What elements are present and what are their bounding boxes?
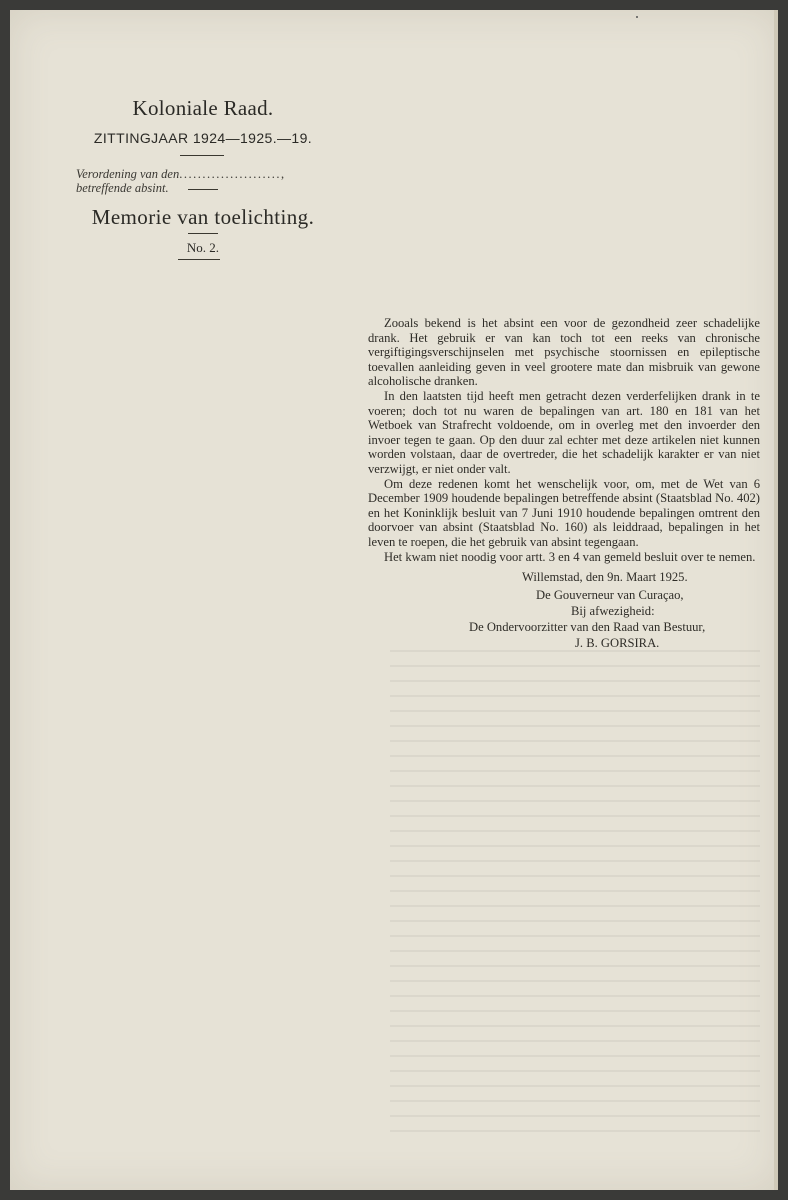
page-edge	[774, 10, 778, 1190]
ordinance-dots: ......................,	[179, 167, 286, 181]
absence-note: Bij afwezigheid:	[571, 604, 655, 618]
ordinance-line-1: Verordening van den	[76, 167, 180, 181]
divider	[178, 259, 220, 260]
paragraph: Zooals bekend is het absint een voor de gezondheid zeer schadelijke drank. Het gebruik er van kan toch tot een reeks van chronische vergiftigingsverschijnselen met psychische stoornissen en epileptische toevallen aanleiding geven in veel grootere mate dan misbruik van gewone alcoholische dranken.	[368, 316, 760, 389]
place-date: Willemstad, den 9n. Maart 1925.	[522, 570, 688, 584]
bleed-through-text	[390, 650, 760, 1140]
deputy-title: De Ondervoorzitter van den Raad van Bestuur,	[469, 620, 706, 634]
divider	[188, 189, 218, 190]
paragraph: Het kwam niet noodig voor artt. 3 en 4 van gemeld besluit over te nemen.	[384, 549, 756, 564]
paragraph: In den laatsten tijd heeft men getracht dezen verderfelijken drank in te voeren; doch tot nu waren de bepalingen van art. 180 en 181 van het Wetboek van Strafrecht voldoende, om in overleg met den invoerder den invoer tegen te gaan. Op den duur zal echter met deze artikelen niet kunnen worden volstaan, daar de overtreder, die het schadelijk karakter er van niet verzwijgt, er niet onder valt.	[368, 388, 760, 476]
document-number: No. 2.	[186, 240, 220, 255]
memorie-heading: Memorie van toelichting.	[91, 205, 315, 229]
signatory-name: J. B. GORSIRA.	[575, 636, 660, 650]
governor-title: De Gouverneur van Curaçao,	[536, 588, 684, 602]
divider	[180, 155, 224, 156]
paragraph: Om deze redenen komt het wenschelijk voor, om, met de Wet van 6 December 1909 houdende bepalingen betreffende absint (Staatsblad No. 402) en het Koninklijk besluit van 7 Juni 1910 houdende bepalingen omtrent den doorvoer van absint (Staatsblad No. 160) als leiddraad, bepalingen in het leven te roepen, die het gebruik van absint tegengaan.	[368, 476, 760, 549]
session-year: ZITTINGJAAR 1924—1925.—19.	[93, 130, 313, 146]
explanatory-memorandum-body	[368, 316, 760, 564]
ordinance-line-2: betreffende absint.	[76, 181, 169, 195]
divider	[188, 233, 218, 234]
council-title: Koloniale Raad.	[132, 96, 274, 120]
ordinance-reference	[76, 167, 341, 195]
paper-speck	[636, 16, 638, 18]
